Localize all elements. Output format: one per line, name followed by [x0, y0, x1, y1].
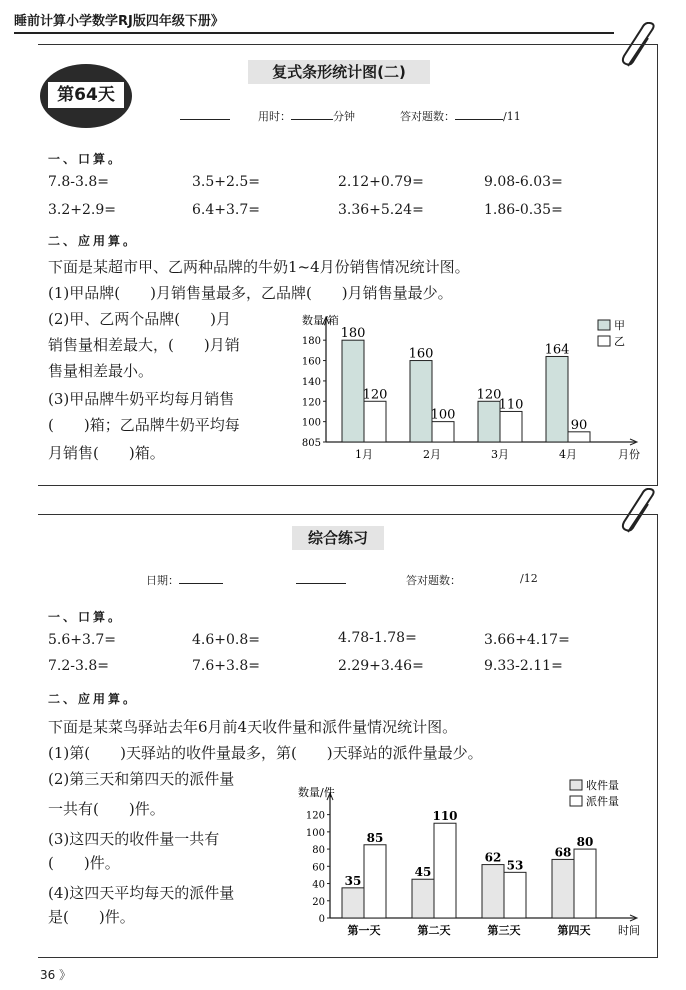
score-total-2: /12	[520, 572, 538, 585]
time-blank[interactable]	[291, 108, 333, 120]
problem-intro: 下面是某超市甲、乙两种品牌的牛奶1~4月份销售情况统计图。	[48, 258, 470, 276]
score-field: 答对题数： /11	[400, 110, 521, 123]
oral-item: 9.08-6.03=	[484, 174, 563, 190]
x-tick-label: 第三天	[487, 924, 521, 937]
data-label: 110	[432, 809, 458, 824]
question-4: 是( )件。	[48, 908, 135, 926]
x-tick-label: 2月	[423, 448, 441, 461]
data-label: 160	[408, 346, 434, 362]
oral-item: 7.6+3.8=	[192, 658, 260, 674]
page-number: 36 》	[40, 968, 72, 982]
legend-label: 甲	[614, 319, 625, 332]
data-label: 120	[476, 387, 502, 403]
question-3: (3)甲品牌牛奶平均每月销售	[48, 390, 235, 408]
bar-series-a	[410, 361, 432, 442]
question-1: (1)第( )天驿站的收件量最多，第( )天驿站的派件量最少。	[48, 744, 483, 762]
question-3: 月销售( )箱。	[48, 444, 165, 462]
blank-field[interactable]	[296, 572, 346, 584]
data-label: 164	[544, 342, 570, 358]
question-2: (2)甲、乙两个品牌( )月	[48, 310, 231, 328]
bar-series-b	[504, 872, 526, 918]
y-tick-label: 0	[318, 914, 325, 925]
bar-series-a	[342, 888, 364, 918]
y-tick-label: 60	[312, 862, 325, 874]
oral-item: 9.33-2.11=	[484, 658, 563, 674]
applied-heading-2: 二、应用算。	[48, 692, 139, 706]
oral-item: 3.5+2.5=	[192, 174, 260, 190]
score-field-2: 答对题数：	[406, 574, 461, 587]
oral-item: 7.2-3.8=	[48, 658, 109, 674]
question-2: 售量相差最小。	[48, 362, 154, 380]
bar-series-a	[478, 401, 500, 442]
question-3: (3)这四天的收件量一共有	[48, 830, 220, 848]
time-field: 用时： 分钟	[258, 110, 355, 123]
oral-heading-1: 一、口算。	[48, 152, 124, 166]
legend-label: 派件量	[586, 795, 619, 808]
bar-series-a	[546, 356, 568, 442]
oral-item: 3.2+2.9=	[48, 202, 116, 218]
y-tick-label: 180	[301, 336, 321, 348]
oral-heading-2: 一、口算。	[48, 610, 124, 624]
oral-item: 3.36+5.24=	[338, 202, 424, 218]
x-tick-label: 第一天	[347, 924, 381, 937]
y-axis-label: 数量/箱	[302, 314, 339, 327]
legend-swatch	[570, 796, 582, 806]
x-axis-label: 月份	[618, 448, 640, 461]
bar-series-b	[434, 823, 456, 918]
question-1: (1)甲品牌( )月销售量最多，乙品牌( )月销售量最少。	[48, 284, 453, 302]
data-label: 85	[366, 830, 384, 845]
day-badge	[40, 64, 132, 128]
legend-swatch	[598, 336, 610, 346]
problem-intro: 下面是某菜鸟驿站去年6月前4天收件量和派件量情况统计图。	[48, 718, 458, 736]
data-label: 68	[554, 845, 572, 860]
bar-series-a	[552, 859, 574, 918]
oral-item: 6.4+3.7=	[192, 202, 260, 218]
oral-item: 7.8-3.8=	[48, 174, 109, 190]
y-axis-label: 数量/件	[298, 786, 335, 799]
legend-swatch	[598, 320, 610, 330]
y-tick-label: 160	[301, 356, 321, 368]
y-tick-label: 140	[301, 376, 321, 388]
score-blank[interactable]	[455, 108, 503, 120]
bar-series-b	[574, 849, 596, 918]
question-2: 一共有( )件。	[48, 800, 165, 818]
x-tick-label: 3月	[491, 448, 509, 461]
y-tick-label: 805	[301, 438, 321, 449]
data-label: 45	[414, 865, 432, 880]
question-3: ( )箱；乙品牌牛奶平均每	[48, 416, 240, 434]
bar-series-b	[500, 411, 522, 442]
data-label: 62	[484, 850, 502, 865]
y-tick-label: 120	[301, 397, 321, 409]
x-tick-label: 第二天	[417, 924, 451, 937]
y-tick-label: 40	[312, 879, 325, 891]
question-2: 销售量相差最大，( )月销	[48, 336, 240, 354]
y-tick-label: 20	[312, 896, 325, 908]
section-title-2: 综合练习	[292, 526, 384, 550]
oral-item: 3.66+4.17=	[484, 632, 570, 648]
data-label: 110	[498, 397, 524, 413]
oral-item: 2.29+3.46=	[338, 658, 424, 674]
y-tick-label: 120	[305, 810, 325, 822]
x-tick-label: 4月	[559, 448, 577, 461]
y-tick-label: 80	[312, 845, 325, 857]
data-label: 120	[362, 387, 388, 403]
oral-item: 4.78-1.78=	[338, 630, 417, 646]
bar-chart-milk-sales	[296, 306, 646, 472]
header-rule	[14, 32, 614, 34]
legend-label: 乙	[614, 335, 625, 348]
x-axis-label: 时间	[618, 924, 640, 937]
data-label: 80	[576, 835, 594, 850]
oral-item: 2.12+0.79=	[338, 174, 424, 190]
data-label: 100	[430, 407, 456, 423]
date-field: 日期：	[146, 572, 223, 588]
question-2: (2)第三天和第四天的派件量	[48, 770, 235, 788]
y-tick-label: 100	[305, 827, 325, 839]
book-header: 睡前计算小学数学RJ版四年级下册》	[14, 14, 224, 29]
data-label: 90	[570, 417, 588, 433]
bar-series-a	[342, 340, 364, 442]
bar-series-b	[432, 422, 454, 442]
legend-label: 收件量	[586, 779, 619, 792]
data-label: 180	[340, 326, 366, 342]
bar-series-b	[364, 845, 386, 918]
oral-item: 1.86-0.35=	[484, 202, 563, 218]
bar-series-a	[412, 879, 434, 918]
data-label: 53	[506, 858, 524, 873]
legend-swatch	[570, 780, 582, 790]
oral-item: 5.6+3.7=	[48, 632, 116, 648]
data-label: 35	[344, 873, 362, 888]
oral-item: 4.6+0.8=	[192, 632, 260, 648]
bar-series-a	[482, 865, 504, 918]
question-4: (4)这四天平均每天的派件量	[48, 884, 235, 902]
x-tick-label: 1月	[355, 448, 373, 461]
applied-heading-1: 二、应用算。	[48, 234, 139, 248]
x-tick-label: 第四天	[557, 924, 591, 937]
y-tick-label: 100	[301, 417, 321, 429]
bar-chart-parcels	[296, 774, 646, 944]
bar-series-b	[568, 432, 590, 442]
bar-series-b	[364, 401, 386, 442]
day-badge-label: 第64天	[46, 80, 126, 110]
question-3: ( )件。	[48, 854, 120, 872]
section-title-1: 复式条形统计图(二)	[248, 60, 430, 84]
date-blank[interactable]	[179, 572, 223, 584]
